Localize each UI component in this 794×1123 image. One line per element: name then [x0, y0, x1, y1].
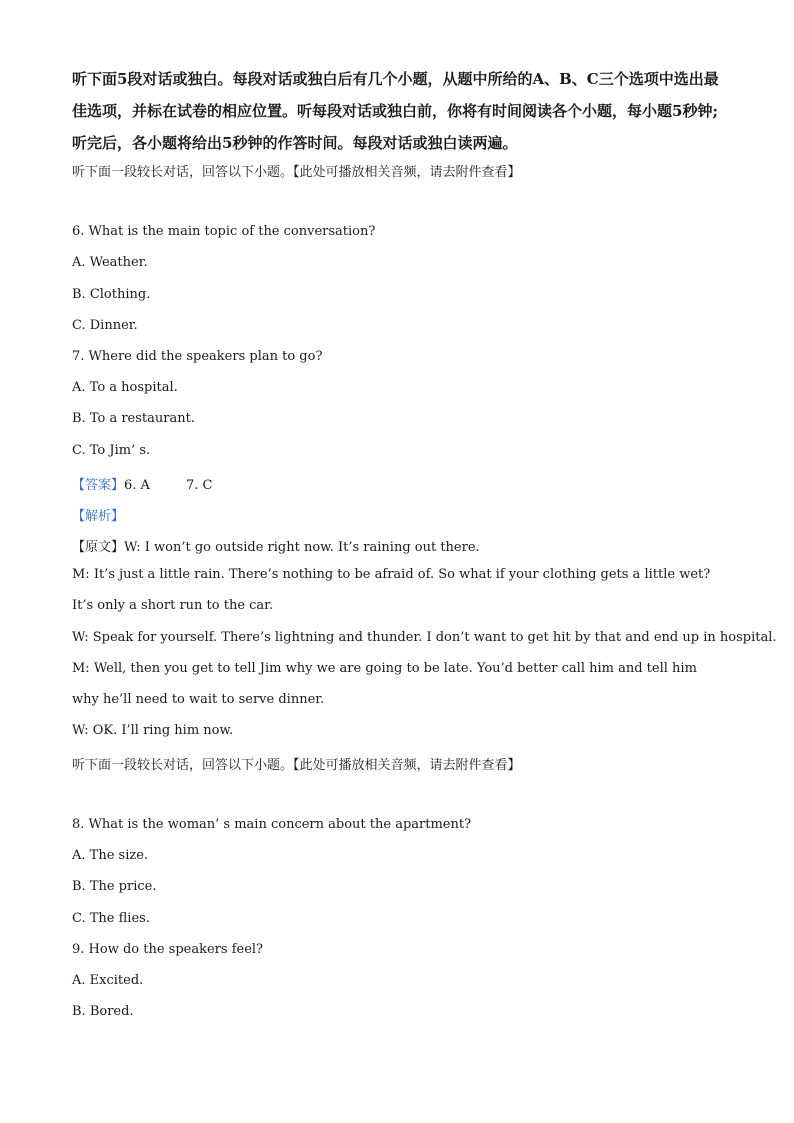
- question-7-option-a: A. To a hospital.: [72, 380, 178, 395]
- answer-label: 【答案】: [72, 478, 125, 493]
- transcript-text-1: W: I won’t go outside right now. It’s raining out there.: [124, 540, 480, 555]
- question-8-option-b: B. The price.: [72, 879, 157, 894]
- section-instructions: 听下面5段对话或独白。每段对话或独白后有几个小题，从题中所给的A、B、C三个选项中选出最佳选项，并标在试卷的相应位置。听每段对话或独白前，你将有时间阅读各个小题，每小题5秒钟;听完后，各小题将给出5秒钟的作答时间。每段对话或独白读两遍。: [72, 70, 719, 152]
- answer-7: 7. C: [185, 478, 213, 493]
- question-7-option-c: C. To Jim’ s.: [72, 443, 151, 458]
- question-7-stem: 7. Where did the speakers plan to go?: [72, 349, 323, 364]
- section2-intro: 听下面一段较长对话，回答以下小题。【此处可播放相关音频，请去附件查看】: [72, 758, 521, 773]
- question-9-option-a: A. Excited.: [72, 973, 144, 988]
- question-8-stem: 8. What is the woman’ s main concern about the apartment?: [72, 817, 472, 832]
- question-9-option-b: B. Bored.: [72, 1004, 134, 1019]
- question-7-option-b: B. To a restaurant.: [72, 411, 195, 426]
- question-8-option-a: A. The size.: [72, 848, 149, 863]
- analysis-label: 【解析】: [72, 509, 125, 524]
- section1-intro: 听下面一段较长对话，回答以下小题。【此处可播放相关音频，请去附件查看】: [72, 165, 521, 180]
- question-6-stem: 6. What is the main topic of the conversation?: [72, 224, 376, 239]
- transcript-label: 【原文】: [72, 540, 125, 555]
- question-6-option-a: A. Weather.: [72, 255, 148, 270]
- question-6-option-c: C. Dinner.: [72, 318, 138, 333]
- question-8-option-c: C. The flies.: [72, 911, 150, 926]
- transcript-line-5: W: OK. I’ll ring him now.: [72, 723, 234, 738]
- question-9-stem: 9. How do the speakers feel?: [72, 942, 264, 957]
- transcript-line-3: W: Speak for yourself. There’s lightning and thunder. I don’t want to get hit by that and end up in hospital.: [72, 630, 777, 645]
- answer-line: [72, 474, 212, 493]
- answer-6: 6. A: [124, 478, 150, 493]
- transcript-line-1: [72, 536, 480, 555]
- question-6-option-b: B. Clothing.: [72, 287, 151, 302]
- transcript-line-4: M: Well, then you get to tell Jim why we are going to be late. You’d better call him and tell him why he’ll need to wait to serve dinner.: [72, 661, 697, 707]
- transcript-line-2: M: It’s just a little rain. There’s nothing to be afraid of. So what if your clothing gets a little wet? It’s only a short run to the car.: [72, 567, 711, 613]
